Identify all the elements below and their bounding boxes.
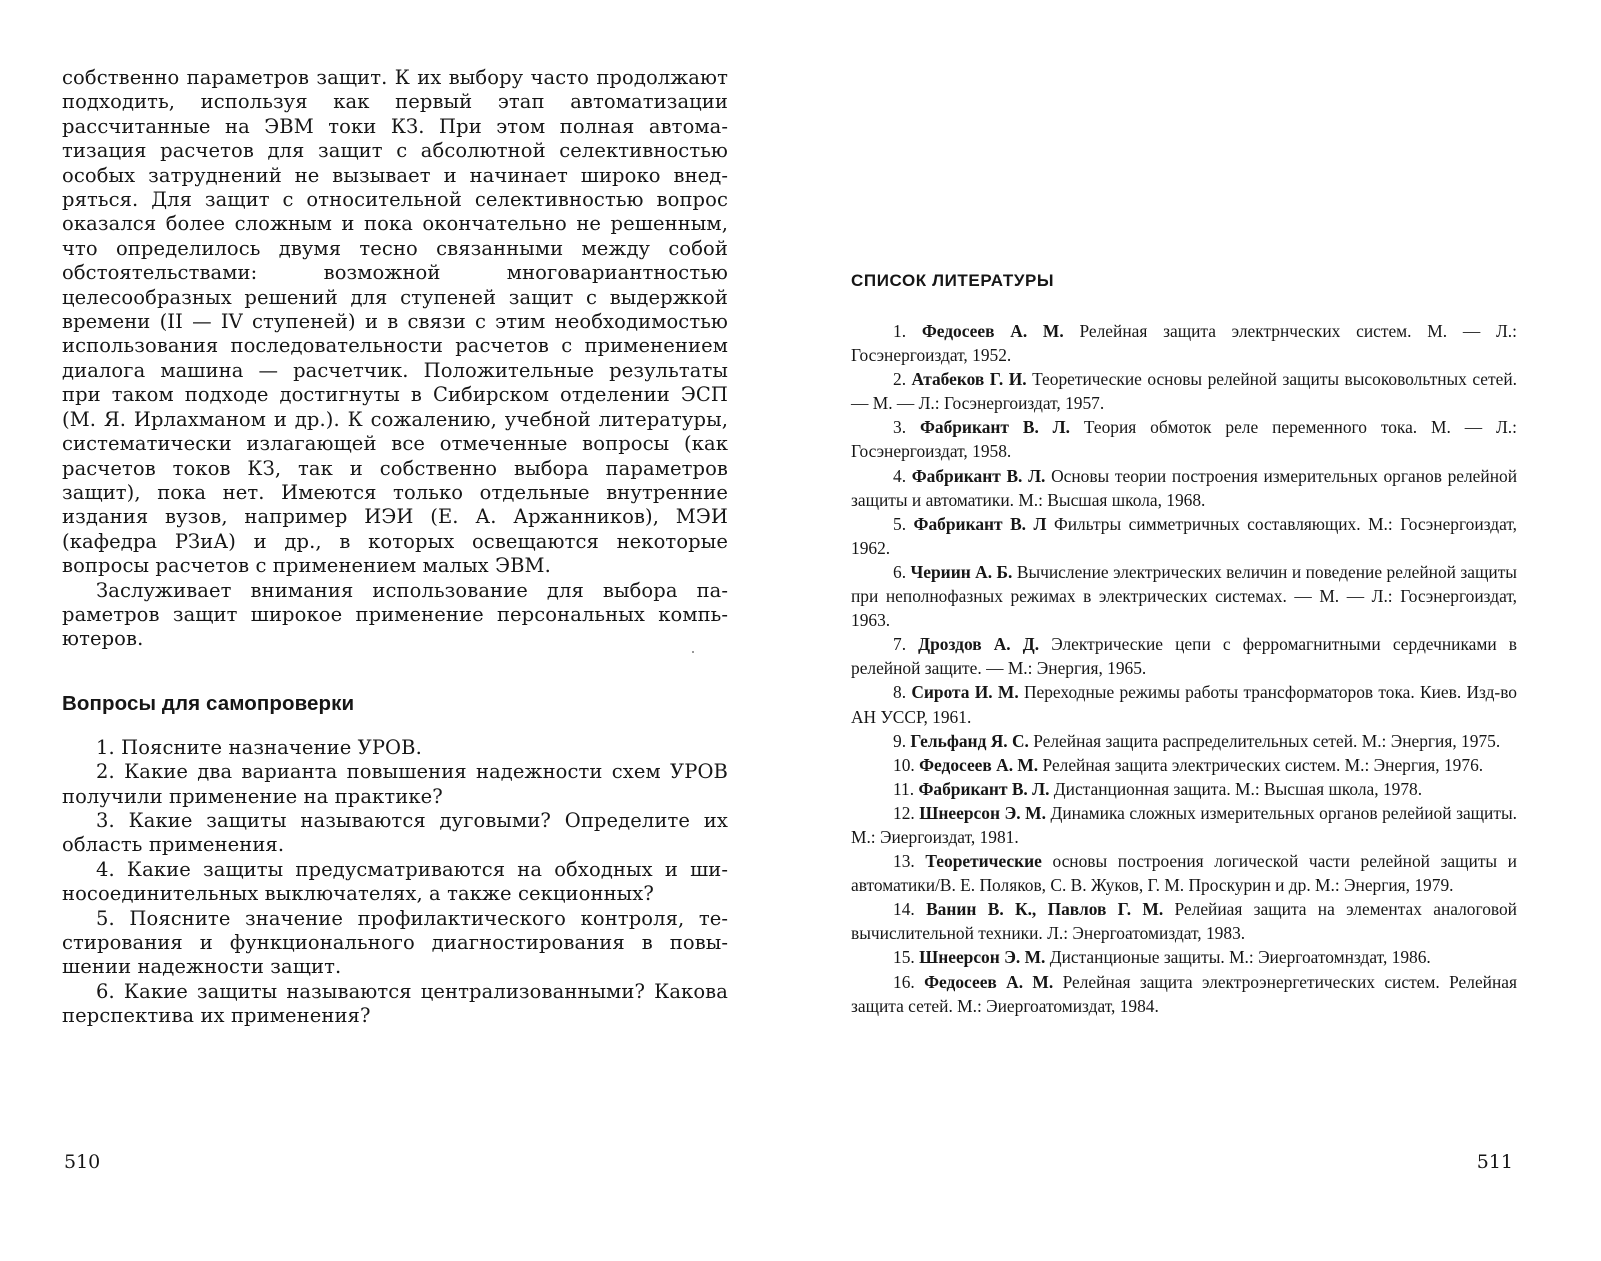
right-page <box>800 0 1601 1261</box>
reference-item <box>851 753 1517 777</box>
reference-number: 15. <box>893 947 915 968</box>
reference-author: Шнеерсон Э. М. <box>919 947 1046 968</box>
reference-details: Дистанционная защита. М.: Высшая школа, 1978. <box>1049 778 1423 799</box>
self-check-heading: Вопросы для самопроверки <box>62 691 355 715</box>
reference-details: Теория обмоток реле переменного тока. М. — Л.: Госэнергоиздат, 1958. <box>851 417 1517 462</box>
reference-author: Фабрикант В. Л <box>913 513 1047 534</box>
reference-number: 9. <box>893 730 907 751</box>
reference-author: Сирота И. М. <box>911 682 1019 703</box>
questions-list <box>62 736 728 1029</box>
reference-item <box>851 632 1517 680</box>
reference-item <box>851 680 1517 728</box>
reference-number: 8. <box>893 682 907 703</box>
question-item: 1. Поясните назначение УРОВ. <box>96 735 422 759</box>
reference-author: Федосеев А. М. <box>924 971 1054 992</box>
reference-author: Фабрикант В. Л. <box>911 465 1046 486</box>
reference-item <box>851 464 1517 512</box>
reference-number: 4. <box>893 465 907 486</box>
reference-item <box>851 945 1517 969</box>
reference-item <box>851 560 1517 632</box>
bibliography-column <box>851 270 1517 1018</box>
reference-details: Фильтры симметричных составляющих. М.: Госэнергоиздат, 1962. <box>851 513 1518 558</box>
reference-item <box>851 801 1517 849</box>
reference-number: 13. <box>893 851 915 872</box>
reference-details: Релейиая защита на элементах аналоговой вычислительной техники. Л.: Энергоатомиздат, 1983. <box>851 899 1517 944</box>
reference-details: Динамика сложных измерительных органов релейиой защиты. М.: Эиергоиздат, 1981. <box>851 802 1517 847</box>
reference-author: Дроздов А. Д. <box>918 634 1040 655</box>
reference-number: 10. <box>893 754 915 775</box>
reference-details: Релейная защита электрнческих систем. М. — Л.: Госэнергоиздат, 1952. <box>851 321 1517 366</box>
question-item: 3. Какие защиты называются дуговыми? Определите их область применения. <box>62 808 728 857</box>
reference-number: 14. <box>893 899 915 920</box>
reference-author: Чериин А. Б. <box>910 561 1013 582</box>
reference-number: 6. <box>893 561 907 582</box>
reference-details: Релейная защита электроэнергетических систем. Релейная защита сетей. М.: Эиергоатомиздат, 1984. <box>851 971 1517 1016</box>
reference-number: 2. <box>893 369 907 390</box>
reference-number: 5. <box>893 513 907 534</box>
page-number-left: 510 <box>64 1151 101 1173</box>
reference-number: 11. <box>893 778 915 799</box>
body-paragraph-2: Заслуживает внимания использование для выбора параметров защит широкое применение персональных компьютеров. <box>62 578 728 651</box>
reference-number: 16. <box>893 971 915 992</box>
reference-details: Релейная защита распределительных сетей. М.: Энергия, 1975. <box>1028 730 1501 751</box>
reference-number: 3. <box>893 417 907 438</box>
reference-details: Релейная защита электрических систем. М.: Энергия, 1976. <box>1038 754 1484 775</box>
reference-item <box>851 415 1517 463</box>
reference-author: Ванин В. К., Павлов Г. М. <box>926 899 1164 920</box>
reference-author: Теоретические <box>925 851 1042 872</box>
reference-author: Гельфанд Я. С. <box>910 730 1029 751</box>
reference-item <box>851 512 1517 560</box>
body-paragraph-1: собственно параметров защит. К их выбору часто продолжают подходить, используя как первый этап автоматизации рассчитанные на ЭВМ токи КЗ. При этом полная автоматизация расчетов для защит с абсолютной селективностью особых затруднений не вызывает и начинает широко внедряться. Для защит с относительной селективностью вопрос оказался более сложным и пока окончательно не решенным, что определилось двумя тесно связанными между собой обстоятельствами: возможной многовариантностью целесообразных решений для ступеней защит с выдержкой времени (II — IV ступеней) и в связи с этим необходимостью использования последовательности расчетов с применением диалога машина — расчетчик. Положительные результаты при таком подходе достигнуты в Сибирском отделении ЭСП (М. Я. Ирлахманом и др.). К сожалению, учебной литературы, систематически излагающей все отмеченные вопросы (как расчетов токов КЗ, так и собственно выбора параметров защит), пока нет. Имеются только отдельные внутренние издания вузов, например ИЭИ (Е. А. Аржанников), МЭИ (кафедра РЗиА) и др., в которых освещаются некоторые вопросы расчетов с применением малых ЭВМ. <box>62 66 728 578</box>
reference-item <box>851 970 1517 1018</box>
reference-number: 12. <box>893 802 915 823</box>
reference-item <box>851 897 1517 945</box>
reference-details: Вычисление электрических величин и поведение релейной защиты при неполнофазных режимах в электрических системах. — М. — Л.: Госэнергоиздат, 1963. <box>851 561 1517 631</box>
reference-list <box>851 319 1517 1018</box>
reference-details: Переходные режимы работы трансформаторов тока. Киев. Изд-во АН УССР, 1961. <box>851 682 1517 727</box>
reference-author: Федосеев А. М. <box>921 321 1064 341</box>
question-item: 5. Поясните значение профилактического контроля, тестирования и функционального диагностирования в повышении надежности защит. <box>62 906 728 979</box>
reference-number: 7. <box>893 634 907 655</box>
reference-item <box>851 849 1517 897</box>
reference-details: Дистанционые защиты. М.: Эиергоатомнздат, 1986. <box>1045 947 1431 968</box>
question-item: 2. Какие два варианта повышения надежности схем УРОВ получили применение на практике? <box>62 760 728 808</box>
question-item: 4. Какие защиты предусматриваются на обходных и шиносоединительных выключателях, а также секционных? <box>62 857 728 906</box>
question-item: 6. Какие защиты называются централизованными? Какова перспектива их применения? <box>62 979 728 1028</box>
reference-author: Федосеев А. М. <box>919 754 1039 775</box>
reference-item <box>851 319 1517 367</box>
bibliography-heading: СПИСОК ЛИТЕРАТУРЫ <box>851 271 1055 290</box>
reference-number: 1. <box>893 321 907 341</box>
print-speck <box>692 651 694 653</box>
reference-details: основы построения логической части релейной защиты и автоматики/В. Е. Поляков, С. В. Жуков, Г. М. Проскурин и др. М.: Энергия, 1979. <box>851 851 1517 896</box>
reference-details: Электрические цепи с ферромагнитными сердечниками в релейной защите. — М.: Энергия, 1965. <box>851 634 1517 679</box>
reference-author: Фабрикант В. Л. <box>919 417 1070 438</box>
reference-item <box>851 729 1517 753</box>
reference-details: Основы теории построения измерительных органов релейной защиты и автоматики. М.: Высшая школа, 1968. <box>851 465 1518 510</box>
reference-author: Атабеков Г. И. <box>911 369 1027 390</box>
left-page <box>0 0 800 1261</box>
page-number-right: 511 <box>1476 1151 1513 1173</box>
reference-item <box>851 777 1517 801</box>
reference-item <box>851 367 1517 415</box>
reference-author: Шнеерсон Э. М. <box>919 802 1046 823</box>
left-text-column <box>62 66 728 1029</box>
reference-author: Фабрикант В. Л. <box>918 778 1050 799</box>
reference-details: Теоретические основы релейной защиты высоковольтных сетей. — М. — Л.: Госэнергоиздат, 1957. <box>851 369 1517 414</box>
